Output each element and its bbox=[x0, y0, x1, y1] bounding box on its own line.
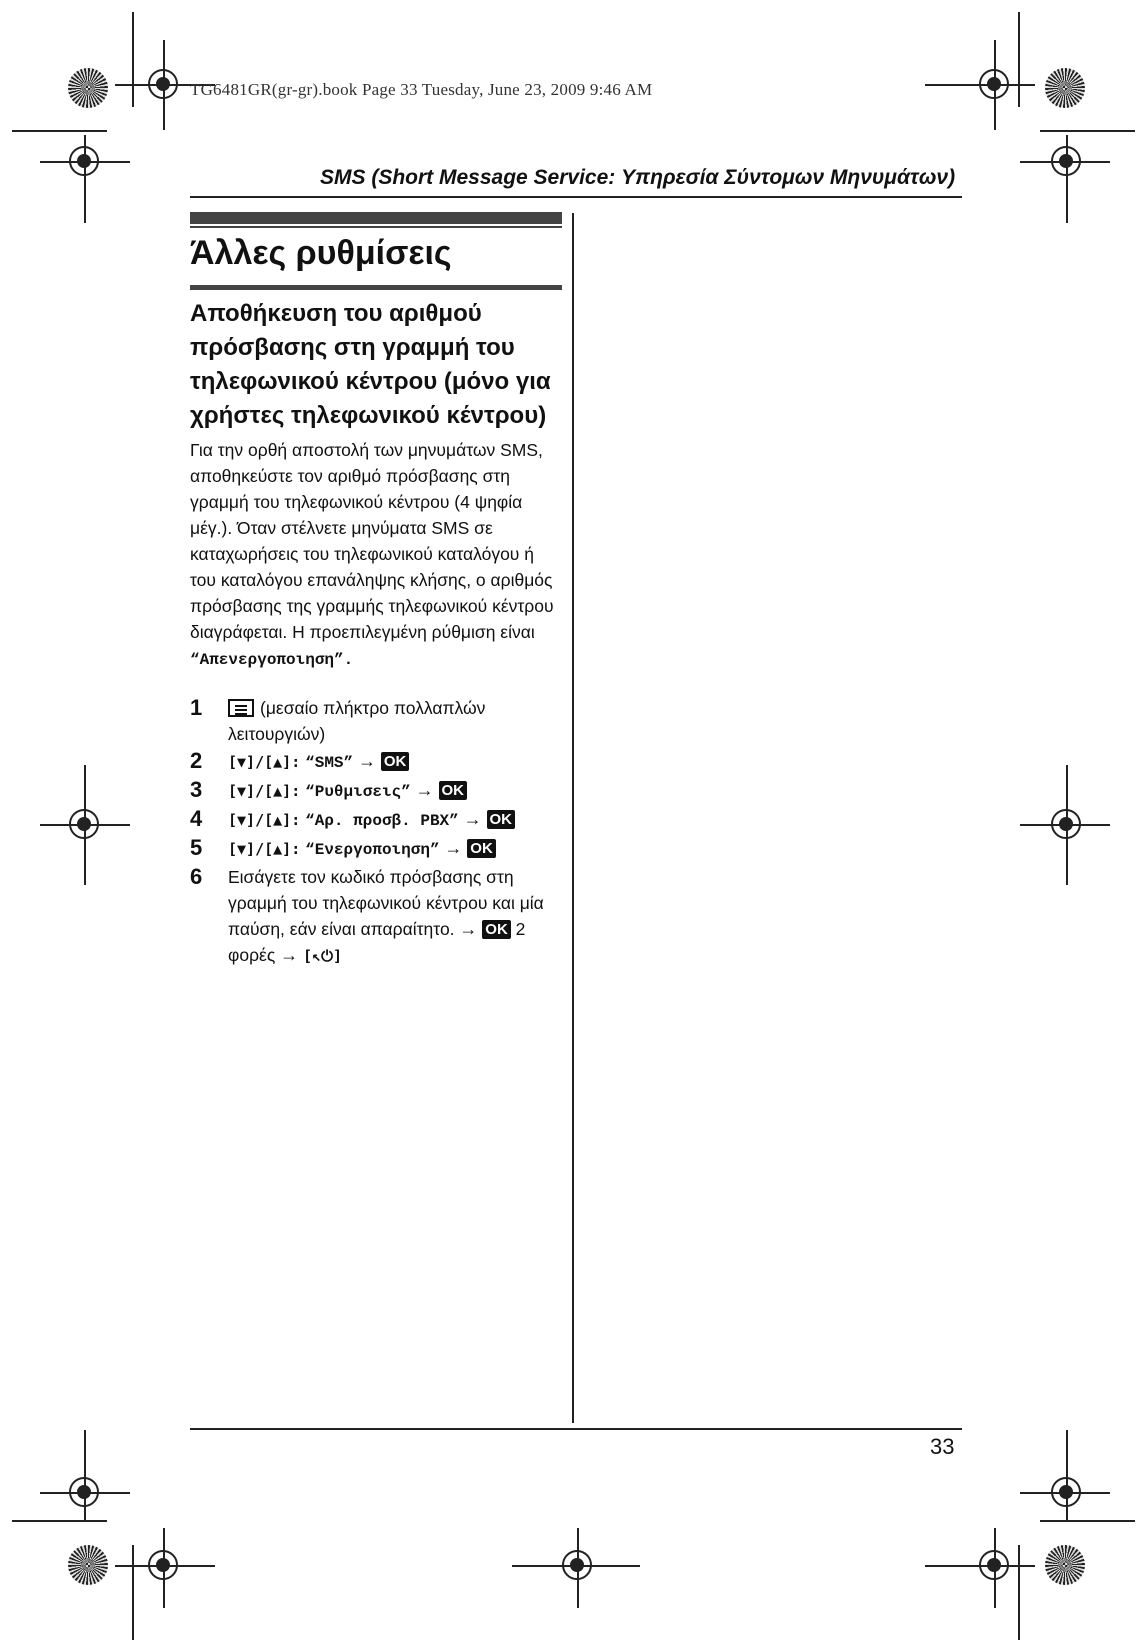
menu-option: “Αρ. προσβ. PBX” bbox=[305, 812, 459, 830]
body-text: Για την ορθή αποστολή των μηνυμάτων SMS, αποθηκεύστε τον αριθμό πρόσβασης στη γραμμή του τηλεφωνικού κέντρου (4 ψηφία μέγ.). Όταν στέλνετε μηνύματα SMS σε καταχωρήσεις του τηλεφωνικού καταλόγου ή του καταλόγου επανάληψης κλήσης, ο αριθμός πρόσβασης της γραμμής τηλεφωνικού κέντρου διαγράφεται. Η προεπιλεγμένη ρύθμιση είναι bbox=[190, 440, 554, 642]
ok-key-icon: OK bbox=[487, 810, 516, 829]
crop-line bbox=[84, 1430, 86, 1520]
ok-key-icon: OK bbox=[467, 839, 496, 858]
crop-line bbox=[12, 130, 107, 132]
arrow-icon: → bbox=[358, 751, 377, 771]
step-number: 4 bbox=[190, 806, 203, 831]
crop-line bbox=[577, 1528, 579, 1608]
step-number: 5 bbox=[190, 835, 203, 860]
page-number: 33 bbox=[930, 1434, 955, 1459]
column-divider bbox=[572, 213, 574, 1423]
registration-star-bottom-right bbox=[1045, 1545, 1085, 1585]
crop-line bbox=[84, 135, 86, 223]
crop-line bbox=[1040, 130, 1135, 132]
crop-line bbox=[1020, 1492, 1110, 1494]
step-1-text: (μεσαίο πλήκτρο πολλαπλών λειτουργιών) bbox=[228, 698, 486, 744]
step-6-repeat: 2 φορές bbox=[228, 919, 526, 965]
step-number: 3 bbox=[190, 777, 203, 802]
step-6 bbox=[190, 864, 562, 969]
arrow-icon: → bbox=[463, 809, 482, 829]
crop-line bbox=[512, 1565, 640, 1567]
arrow-icon: → bbox=[280, 945, 299, 965]
default-value: “Απενεργοποιηση”. bbox=[190, 651, 354, 669]
crop-line bbox=[1066, 1430, 1068, 1520]
step-text bbox=[228, 864, 562, 969]
print-header: TG6481GR(gr-gr).book Page 33 Tuesday, June 23, 2009 9:46 AM bbox=[190, 80, 653, 99]
arrow-icon: → bbox=[459, 919, 478, 939]
section-title: Άλλες ρυθμίσεις bbox=[190, 234, 452, 272]
body-paragraph bbox=[190, 437, 562, 673]
subheading: Αποθήκευση του αριθμού πρόσβασης στη γραμμή του τηλεφωνικού κέντρου (μόνο για χρήστες τηλεφωνικού κέντρου) bbox=[190, 300, 551, 429]
ok-key-icon: OK bbox=[482, 920, 511, 939]
off-key-icon: [↖⏻] bbox=[303, 947, 342, 965]
crop-line bbox=[1020, 824, 1110, 826]
nav-keys: [▼]/[▲]: bbox=[228, 753, 301, 771]
crop-line bbox=[115, 1565, 215, 1567]
step-6-text: Εισάγετε τον κωδικό πρόσβασης στη γραμμή του τηλεφωνικού κέντρου και μία παύση, εάν είναι απαραίτητο. bbox=[228, 867, 544, 939]
menu-option: “Ενεργοποιηση” bbox=[305, 841, 440, 859]
running-header: SMS (Short Message Service: Υπηρεσία Σύντομων Μηνυμάτων) bbox=[320, 166, 956, 189]
nav-keys: [▼]/[▲]: bbox=[228, 811, 301, 829]
menu-option: “Ρυθμισεις” bbox=[305, 783, 411, 801]
section-bar-bottom bbox=[190, 285, 562, 290]
ok-key-icon: OK bbox=[381, 752, 410, 771]
step-3 bbox=[190, 777, 562, 805]
nav-keys: [▼]/[▲]: bbox=[228, 840, 301, 858]
crop-line bbox=[1066, 765, 1068, 885]
steps-list bbox=[190, 695, 562, 970]
crop-line bbox=[132, 1545, 134, 1640]
step-1 bbox=[190, 695, 562, 747]
step-number: 6 bbox=[190, 864, 203, 889]
step-4 bbox=[190, 806, 562, 834]
step-text bbox=[228, 777, 562, 805]
step-number: 2 bbox=[190, 748, 203, 773]
step-5 bbox=[190, 835, 562, 863]
crop-line bbox=[132, 12, 134, 107]
crop-line bbox=[994, 40, 996, 130]
crop-line bbox=[1066, 135, 1068, 223]
step-2 bbox=[190, 748, 562, 776]
step-number: 1 bbox=[190, 695, 203, 720]
crop-line bbox=[12, 1520, 107, 1522]
step-text bbox=[228, 748, 562, 776]
registration-star-bottom-left bbox=[68, 1545, 108, 1585]
ok-key-icon: OK bbox=[439, 781, 468, 800]
footer-rule bbox=[190, 1428, 962, 1430]
menu-option: “SMS” bbox=[305, 754, 354, 772]
nav-keys: [▼]/[▲]: bbox=[228, 782, 301, 800]
header-rule bbox=[190, 196, 962, 198]
step-text bbox=[228, 806, 562, 834]
section-bar-top-thin bbox=[190, 226, 562, 228]
crop-line bbox=[163, 1528, 165, 1608]
menu-key-icon bbox=[228, 699, 254, 717]
crop-line bbox=[1018, 12, 1020, 107]
crop-line bbox=[1020, 161, 1110, 163]
arrow-icon: → bbox=[415, 780, 434, 800]
section-bar-top bbox=[190, 212, 562, 224]
step-text bbox=[228, 835, 562, 863]
registration-star-top-left bbox=[68, 68, 108, 108]
crop-line bbox=[1018, 1545, 1020, 1640]
crop-line bbox=[1040, 1520, 1135, 1522]
crop-line bbox=[163, 40, 165, 130]
crop-line bbox=[84, 765, 86, 885]
crop-line bbox=[994, 1528, 996, 1608]
step-text bbox=[228, 695, 562, 747]
arrow-icon: → bbox=[444, 838, 463, 858]
registration-star-top-right bbox=[1045, 68, 1085, 108]
